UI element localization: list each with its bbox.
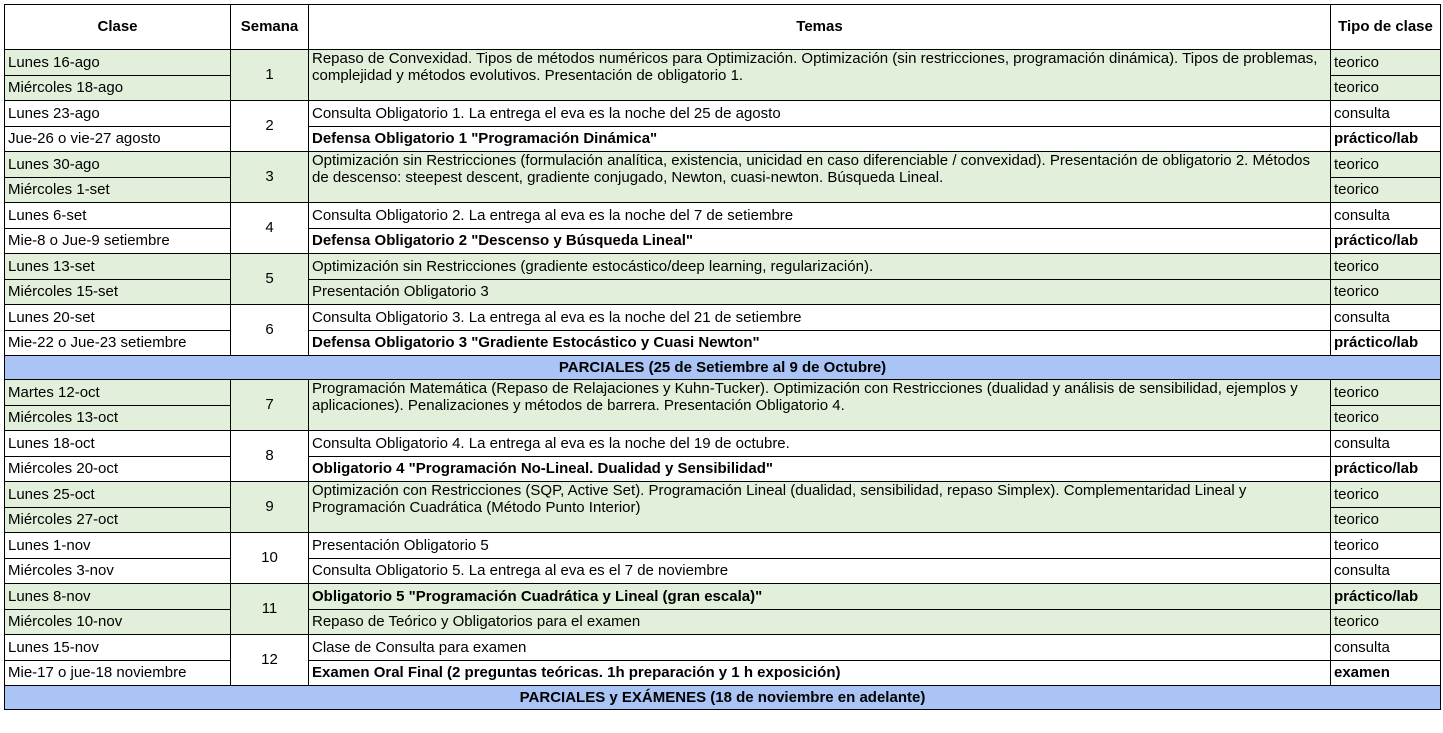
banner-row [5,356,1441,380]
tipo-cell: consulta [1331,558,1441,584]
tipo-cell: teorico [1331,507,1441,533]
clase-cell: Lunes 30-ago [5,152,231,178]
clase-cell: Lunes 1-nov [5,533,231,559]
clase-cell: Lunes 16-ago [5,50,231,76]
tema-cell: Optimización con Restricciones (SQP, Active Set). Programación Lineal (dualidad, sensibilidad, repaso Simplex). Complementaridad Lineal y Programación Cuadrática (Método Punto Interior) [309,482,1331,533]
semana-cell: 5 [231,254,309,305]
tipo-cell: teorico [1331,254,1441,280]
tipo-cell: práctico/lab [1331,330,1441,356]
clase-cell: Lunes 20-set [5,305,231,331]
tipo-cell: teorico [1331,405,1441,431]
tipo-cell: teorico [1331,50,1441,76]
tipo-cell: consulta [1331,431,1441,457]
tipo-cell: consulta [1331,635,1441,661]
clase-cell: Mie-17 o jue-18 noviembre [5,660,231,686]
table-row [5,584,1441,610]
clase-cell: Miércoles 3-nov [5,558,231,584]
clase-cell: Martes 12-oct [5,380,231,406]
tipo-cell: teorico [1331,177,1441,203]
table-row [5,330,1441,356]
clase-cell: Miércoles 20-oct [5,456,231,482]
table-row [5,533,1441,559]
clase-cell: Lunes 13-set [5,254,231,280]
semana-cell: 8 [231,431,309,482]
table-row [5,558,1441,584]
clase-cell: Miércoles 10-nov [5,609,231,635]
tema-cell: Programación Matemática (Repaso de Relajaciones y Kuhn-Tucker). Optimización con Restricciones (dualidad y análisis de sensibilidad, ejemplos y aplicaciones). Penalizaciones y métodos de barrera. Presentación Obligatorio 4. [309,380,1331,431]
table-row [5,50,1441,76]
header-row [5,5,1441,50]
clase-cell: Miércoles 13-oct [5,405,231,431]
table-row [5,660,1441,686]
tipo-cell: consulta [1331,101,1441,127]
tema-cell: Clase de Consulta para examen [309,635,1331,661]
semana-cell: 3 [231,152,309,203]
semana-cell: 6 [231,305,309,356]
clase-cell: Lunes 18-oct [5,431,231,457]
tipo-cell: teorico [1331,533,1441,559]
clase-cell: Lunes 8-nov [5,584,231,610]
tema-cell: Consulta Obligatorio 3. La entrega al eva es la noche del 21 de setiembre [309,305,1331,331]
table-row [5,126,1441,152]
header-temas: Temas [309,5,1331,50]
clase-cell: Lunes 6-set [5,203,231,229]
semana-cell: 1 [231,50,309,101]
banner-text: PARCIALES y EXÁMENES (18 de noviembre en adelante) [5,686,1441,710]
tema-cell: Optimización sin Restricciones (formulación analítica, existencia, unicidad en caso diferenciable / convexidad). Presentación de obligatorio 2. Métodos de descenso: steepest descent, gradiente conjugado, Newton, cuasi-newton. Búsqueda Lineal. [309,152,1331,203]
tema-cell: Consulta Obligatorio 4. La entrega al eva es la noche del 19 de octubre. [309,431,1331,457]
clase-cell: Lunes 15-nov [5,635,231,661]
tipo-cell: teorico [1331,380,1441,406]
semana-cell: 2 [231,101,309,152]
semana-cell: 4 [231,203,309,254]
tema-cell: Optimización sin Restricciones (gradiente estocástico/deep learning, regularización). [309,254,1331,280]
tipo-cell: práctico/lab [1331,228,1441,254]
table-row [5,228,1441,254]
tipo-cell: teorico [1331,75,1441,101]
banner-text: PARCIALES (25 de Setiembre al 9 de Octubre) [5,356,1441,380]
schedule-body [5,50,1441,710]
tema-cell: Repaso de Teórico y Obligatorios para el examen [309,609,1331,635]
table-row [5,456,1441,482]
tema-cell: Repaso de Convexidad. Tipos de métodos numéricos para Optimización. Optimización (sin restricciones, programación dinámica). Tipos de problemas, complejidad y métodos evolutivos. Presentación de obligatorio 1. [309,50,1331,101]
tema-cell: Consulta Obligatorio 5. La entrega al eva es el 7 de noviembre [309,558,1331,584]
table-row [5,380,1441,406]
clase-cell: Miércoles 18-ago [5,75,231,101]
tema-cell: Consulta Obligatorio 2. La entrega al eva es la noche del 7 de setiembre [309,203,1331,229]
table-row [5,279,1441,305]
tipo-cell: práctico/lab [1331,584,1441,610]
table-row [5,482,1441,508]
tema-cell: Presentación Obligatorio 5 [309,533,1331,559]
clase-cell: Lunes 25-oct [5,482,231,508]
tipo-cell: consulta [1331,203,1441,229]
tema-cell: Defensa Obligatorio 3 "Gradiente Estocástico y Cuasi Newton" [309,330,1331,356]
tipo-cell: práctico/lab [1331,456,1441,482]
table-row [5,431,1441,457]
tipo-cell: teorico [1331,482,1441,508]
clase-cell: Jue-26 o vie-27 agosto [5,126,231,152]
table-row [5,152,1441,178]
clase-cell: Miércoles 15-set [5,279,231,305]
clase-cell: Miércoles 1-set [5,177,231,203]
semana-cell: 12 [231,635,309,686]
tipo-cell: consulta [1331,305,1441,331]
header-clase: Clase [5,5,231,50]
tipo-cell: examen [1331,660,1441,686]
table-row [5,101,1441,127]
tipo-cell: teorico [1331,152,1441,178]
tema-cell: Defensa Obligatorio 1 "Programación Dinámica" [309,126,1331,152]
clase-cell: Mie-22 o Jue-23 setiembre [5,330,231,356]
tema-cell: Presentación Obligatorio 3 [309,279,1331,305]
tipo-cell: teorico [1331,279,1441,305]
semana-cell: 7 [231,380,309,431]
tema-cell: Examen Oral Final (2 preguntas teóricas. 1h preparación y 1 h exposición) [309,660,1331,686]
table-row [5,254,1441,280]
semana-cell: 10 [231,533,309,584]
clase-cell: Mie-8 o Jue-9 setiembre [5,228,231,254]
header-tipo: Tipo de clase [1331,5,1441,50]
tema-cell: Obligatorio 4 "Programación No-Lineal. Dualidad y Sensibilidad" [309,456,1331,482]
clase-cell: Lunes 23-ago [5,101,231,127]
tipo-cell: práctico/lab [1331,126,1441,152]
tema-cell: Obligatorio 5 "Programación Cuadrática y Lineal (gran escala)" [309,584,1331,610]
tema-cell: Consulta Obligatorio 1. La entrega el eva es la noche del 25 de agosto [309,101,1331,127]
table-row [5,203,1441,229]
tipo-cell: teorico [1331,609,1441,635]
clase-cell: Miércoles 27-oct [5,507,231,533]
banner-row [5,686,1441,710]
table-row [5,305,1441,331]
table-row [5,635,1441,661]
schedule-table [4,4,1441,710]
table-row [5,609,1441,635]
header-semana: Semana [231,5,309,50]
tema-cell: Defensa Obligatorio 2 "Descenso y Búsqueda Lineal" [309,228,1331,254]
semana-cell: 11 [231,584,309,635]
semana-cell: 9 [231,482,309,533]
